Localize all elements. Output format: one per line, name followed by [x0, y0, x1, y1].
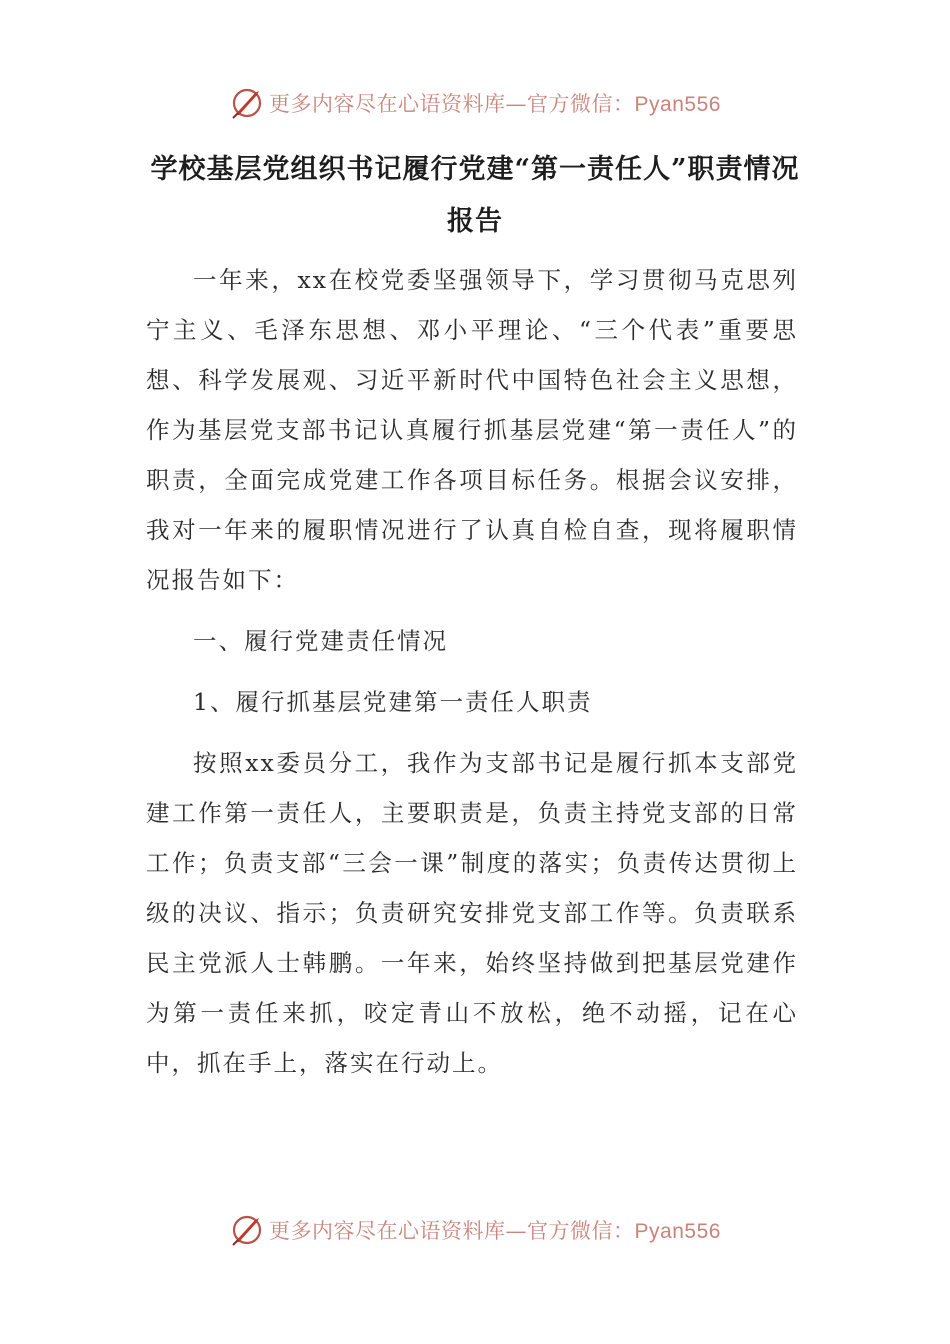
section-heading-1: 一、履行党建责任情况	[193, 627, 448, 655]
paragraph-duties: 按照xx委员分工，我作为支部书记是履行抓本支部党建工作第一责任人，主要职责是，负责主持党支部的日常工作；负责支部“三会一课”制度的落实；负责传达贯彻上级的决议、指示；负责研究安排党支部工作等。负责联系民主党派人士韩鹏。一年来，始终坚持做到把基层党建作为第一责任来抓，咬定青山不放松，绝不动摇，记在心中，抓在手上，落实在行动上。	[146, 749, 798, 1077]
banner-main-text: 更多内容尽在心语资料库—官方微信：	[269, 1219, 635, 1243]
banner-content	[229, 85, 721, 121]
subsection-heading-1: 1、履行抓基层党建第一责任人职责	[193, 688, 593, 716]
footer-banner	[0, 1205, 950, 1255]
banner-text	[269, 88, 721, 118]
banner-content	[229, 1212, 721, 1248]
document-title: 学校基层党组织书记履行党建“第一责任人”职责情况报告	[150, 154, 800, 237]
pen-quill-logo-icon	[229, 85, 265, 121]
header-banner	[0, 78, 950, 128]
banner-main-text: 更多内容尽在心语资料库—官方微信：	[269, 92, 635, 116]
document-body	[146, 255, 798, 1088]
banner-wechat-id: Pyan556	[634, 93, 721, 116]
banner-wechat-id: Pyan556	[634, 1220, 721, 1243]
paragraph-intro: 一年来，xx在校党委坚强领导下，学习贯彻马克思列宁主义、毛泽东思想、邓小平理论、“三个代表”重要思想、科学发展观、习近平新时代中国特色社会主义思想，作为基层党支部书记认真履行抓基层党建“第一责任人”的职责，全面完成党建工作各项目标任务。根据会议安排，我对一年来的履职情况进行了认真自检自查，现将履职情况报告如下：	[146, 266, 798, 594]
banner-text	[269, 1215, 721, 1245]
pen-quill-logo-icon	[229, 1212, 265, 1248]
